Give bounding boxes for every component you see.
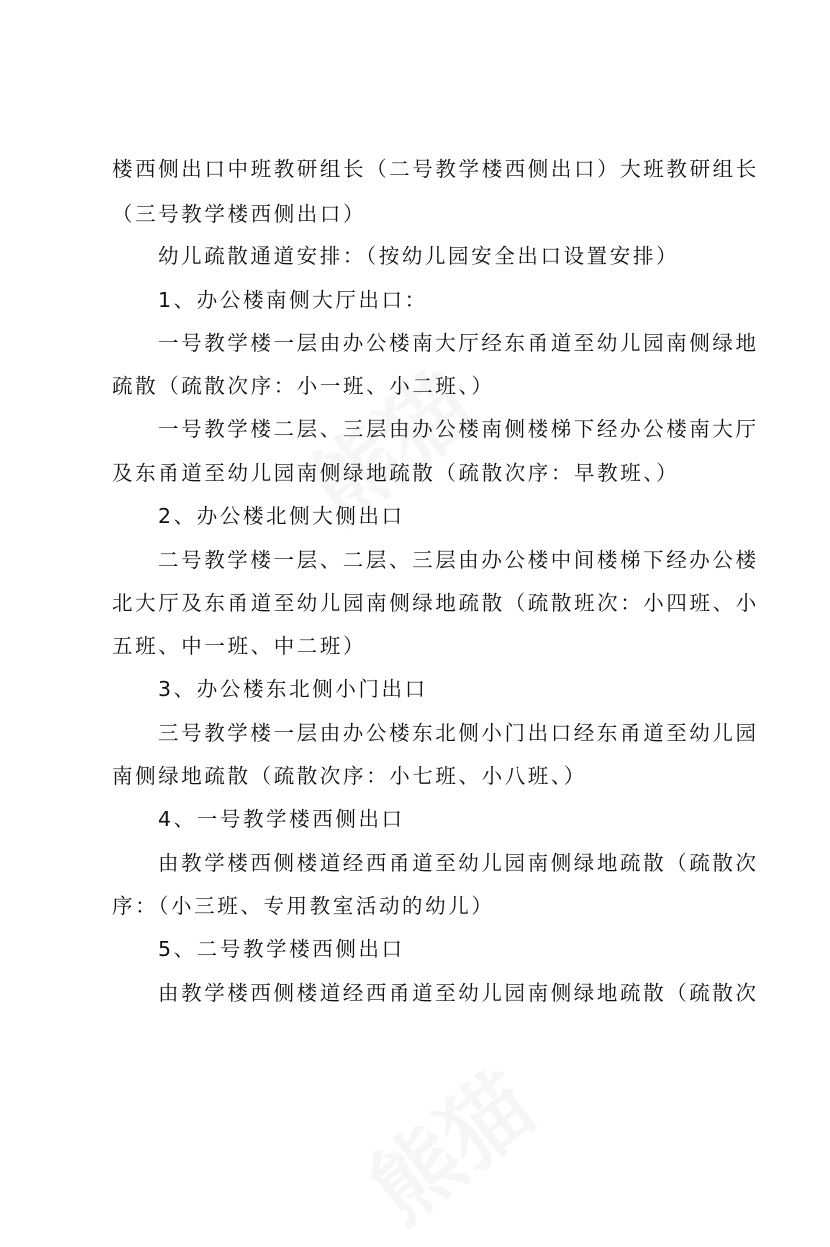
heading-line: 4、一号教学楼西侧出口 — [158, 807, 405, 831]
text-line: 三号教学楼一层由办公楼东北侧小门出口经东甬道至幼儿园 — [158, 721, 759, 745]
text-line: （三号教学楼西侧出口） — [112, 202, 367, 226]
text-line: 一号教学楼二层、三层由办公楼南侧楼梯下经办公楼南大厅 — [158, 417, 759, 441]
text-line: 五班、中一班、中二班） — [112, 634, 367, 658]
heading-line: 1、办公楼南侧大厅出口： — [158, 288, 428, 312]
text-line: 序：（小三班、专用教室活动的幼儿） — [112, 894, 495, 918]
text-line: 北大厅及东甬道至幼儿园南侧绿地疏散（疏散班次：小四班、小 — [112, 591, 759, 615]
heading-line: 3、办公楼东北侧小门出口 — [158, 677, 428, 701]
text-line: 二号教学楼一层、二层、三层由办公楼中间楼梯下经办公楼 — [158, 548, 759, 572]
text-line: 疏散（疏散次序：小一班、小二班、） — [112, 374, 495, 398]
text-line: 幼儿疏散通道安排：（按幼儿园安全出口设置安排） — [158, 244, 680, 268]
text-line: 南侧绿地疏散（疏散次序：小七班、小八班、） — [112, 764, 587, 788]
text-line: 楼西侧出口中班教研组长（二号教学楼西侧出口）大班教研组长 — [112, 157, 759, 181]
text-line: 由教学楼西侧楼道经西甬道至幼儿园南侧绿地疏散（疏散次 — [158, 981, 759, 1005]
text-line: 一号教学楼一层由办公楼南大厅经东甬道至幼儿园南侧绿地 — [158, 331, 759, 355]
heading-line: 2、办公楼北侧大侧出口 — [158, 504, 405, 528]
text-line: 由教学楼西侧楼道经西甬道至幼儿园南侧绿地疏散（疏散次 — [158, 851, 759, 875]
heading-line: 5、二号教学楼西侧出口 — [158, 937, 405, 961]
text-line: 及东甬道至幼儿园南侧绿地疏散（疏散次序：早教班、） — [112, 461, 680, 485]
watermark — [340, 1039, 556, 1247]
